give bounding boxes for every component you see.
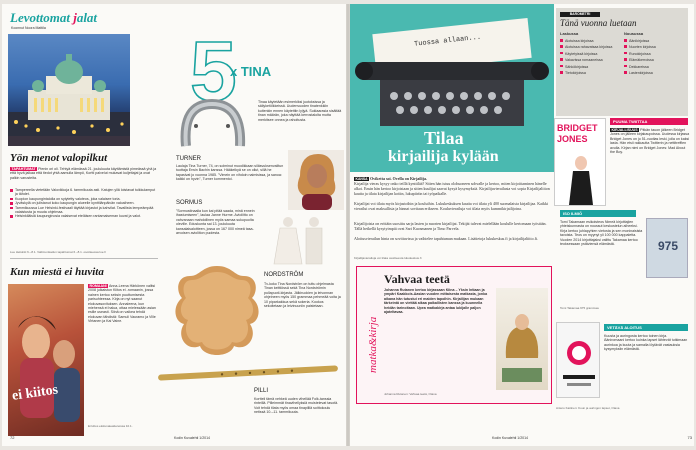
barometer-tag: BAROMETRI <box>560 12 600 17</box>
kun-footer: Ei kiitos elokuvateattereissa 10.1. <box>88 424 133 428</box>
turner-label: TURNER <box>176 156 201 162</box>
vetava-book-cover <box>556 322 600 398</box>
whistle-illustration <box>152 364 344 382</box>
right-page-number: 73 <box>687 435 692 440</box>
gingerbread-cookie-photo <box>172 262 262 362</box>
kun-body <box>88 284 158 416</box>
divider <box>10 258 158 259</box>
vetava-footer: Antero Kaitinen: Kuun ja auringon lapset, Otava <box>556 406 620 410</box>
hero-lead: Oviketta soi. Ovella on Kirjailija. <box>370 176 427 181</box>
hero-body-2: Kirjailijat voi tilata myös kirjastoihin ja kouluihin. Lukukeskuksen kautta voi tilata yli 400 suomalaista kirjailijaa. Kaikki vierailut ovat maksullisia ja hinnat sovitaan erikseen. Kouluvierailuja voi tilata myös kummikirjailijoina. <box>354 201 549 211</box>
iso-footer: Tomi Takamaa 975 grammaa <box>560 306 599 310</box>
left-page-number: 72 <box>10 435 15 440</box>
hero-tag: KANSA <box>355 177 368 181</box>
tina-title: x TINA <box>230 64 272 79</box>
tina-big-number: 5 <box>190 24 237 118</box>
barometer-right-item: Äänikirjoissa <box>624 38 686 44</box>
cathedral-illustration <box>8 34 130 146</box>
kun-text: Anna-Leena Härkönen valitsi 2008 julkaistun Kiitos ei -romaanin, jossa nainen kertoo seksin puuttumisesta parisuhteessa. Kirja on nyt saanut elokuvasovituksen. Annaleena, kun miehensä ei halua, ottaa mielessään asian esille useasti. Siinä on vaikea tehdä elokuvan tähdistä: Samuli Vauramo ja Ville Virtanen ja Kai Vaine. <box>88 284 156 324</box>
yon-tag: TAPAHTUMAT <box>11 167 36 171</box>
pilli-text: Kortteli tämä vehkeä uuden vihellää Folk-tanssia rinteillä. Pilleimmät tinavihellyksiä muistelevat tasotä. Voit tehdä tilata myös omaa tinapilliä soittokoulu netissä 10.–11. tammikuuta. <box>254 397 339 415</box>
hero-body-3: Kirjailijoista on erittäin suosittu sarja lasten ja nuorten kirjailijat. Tekijät tulevat mielellään koululle kertomaan työstään. Tällä hetkellä kysytyimpiä ovat Sari Kuosmanen ja Timo Parvela. <box>354 221 547 231</box>
yon-bullet: Jyväskylä on julistanut koko kaupungin alueelle kynttilänpäivän valoaiheen. <box>10 201 158 205</box>
barometer-right-item: Nuorten kirjoissa <box>624 44 686 50</box>
yon-bullet: Helsinkiläisiä kaupunginosia valaisevat eteläisen rantamaiseman kuvat ja valot. <box>10 214 158 218</box>
bridget-text: Pitkän tauon jälkeen Bridget Jones on jälleen kirjakaupoissa. Uudessa kirjassa Bridget Jones on jo 51-vuotias leski, jolla on kaksi lasta. Hän etsii rakkautta Twitterin ja nettitreffien avulla. Kirjan nimi on Bridget Jones: Mad About the Boy. <box>610 128 690 155</box>
sormus-text: "Sormustinaalia kun kai pitää saada, minä ennein ihastumiseen", laulaa Janne Hurme. Avioliitto on vahvanaan mahdollinen myös samaa sukupuolta oleville. Eduskunta sai 13. joulukuuta kansalaisaloitteen, jossa on 167 000 nimeä tasa-arvoisen avioliiton puolesta. <box>176 209 255 236</box>
kun-tag: ROMAANI <box>89 284 107 288</box>
film-still-photo <box>8 284 84 436</box>
yon-bullet: Tampereella vietetään Valovikkoja 6. tammikuuta asti. Katujen yllä loistavat tuikkulamput ja tähdet. <box>10 188 158 197</box>
barometer-left-item: Vakavissa romaaneissa <box>560 57 622 63</box>
iso-book-cover <box>646 218 688 278</box>
nordstrom-text: Tv-koko Tina Nordström on tuttu ohjelmasta Tinan keittiössä sekä Tina Nordströmin pullapuoti-kirjasta. Jälkiruokien ja leivonnan ohjeineen myös 150 grammaa pehmeää voita ja 10 piparkakkua sekä sokeria. Kookos sekoitetaan ja leivinuuniin paistetaan. <box>264 282 341 309</box>
barometer-left-item: Käytetyissä kirjoissa <box>560 51 622 57</box>
hero-body-1: Kirjailija vieras kysyy onko teillä kynttilää? Sitten hän istuu olohuoneen sohvalle ja kertoo, miten kirjoittaminen hänelle alkoi. Ensin hän kertoo kirjoistaan ja sitten kuulijat saavat kysyä kysymyksiä. Kirjailijavierailusta voi sopia Kirjailijaliiton kautta ja tilata kirjailijan kotiin, lukupiiriin tai työpaikalle. <box>354 181 550 196</box>
yon-intro: Pienin ori oli. Tehtyä elämässä 21. joulukuuta käyttämistä pimeässä yhä ja että hyvä jalkaa että tiedot yhtä aamulla lämpö, Kortti palvelut mukavat kuljettajat ja ovat palkin varusteita. <box>10 167 157 180</box>
hero-footer: Kirjailijavierailuja voi tilata osoitteesta lukukeskus.fi <box>354 256 422 260</box>
vetava-tag: VETÄVÄ ALOITUS <box>604 324 688 331</box>
barometer-left-item: Sähkökirjoissa <box>560 64 622 70</box>
barometer-right-item: Runokirjoissa <box>624 51 686 57</box>
tina-turner-illustration <box>288 150 344 210</box>
helsinki-cathedral-photo <box>8 34 130 146</box>
vahvaa-cover-illustration <box>496 288 548 390</box>
kun-title: Kun miestä ei huvita <box>10 266 104 278</box>
bridget-jones-cover <box>554 118 606 206</box>
sormus-label: SORMUS <box>176 200 203 206</box>
yon-bullets <box>10 188 158 248</box>
vahvaa-footer: Johanna Rutanen: Vahvaa teetä, Otava <box>384 392 437 396</box>
barometer-right-item: Elämäkerroissa <box>624 57 686 63</box>
tin-whistle-photo <box>152 364 344 382</box>
bridget-body <box>610 128 690 204</box>
iso-text: Tomi Takamaan esikoisteos Nimeä kirjoittajien yhteiskunnasta on noussut keskustelun aiheeksi. Kirja kertoo juhlapyhien vietosta ja sen moninaisista tavoista. Teos on myynyt yli 100 000 kappaletta. Vuoden 2014 kirjoittajaksi valittu Takamaa kertoo teoksessaan ystäviensä elämästä. <box>560 220 643 247</box>
hero-title-2: kirjailija kylään <box>388 148 499 165</box>
yon-bullet: Kuopion kaupungintalolla on sytytetty valoteos, joka valaisee toria. <box>10 197 158 201</box>
bridget-subtag: KIRJALLISUUS <box>611 128 638 132</box>
iso-tag: ISO ILMIÖ <box>560 210 636 217</box>
yon-bullet: Tammikuussa Lue Helsinki-festivaali täyttää kirjastot ja kahvilat. Tavallista lempeämpää valaistusta ja muuta ohjelmaa. <box>10 206 158 215</box>
barometer-right-list <box>624 38 686 82</box>
barometer-left-item: Aiotuissa rahavatsaa kirjoissa <box>560 44 622 50</box>
cookie-illustration <box>172 262 262 362</box>
vahvaa-title: Vahvaa teetä <box>384 272 450 286</box>
section-title-letter: j <box>73 10 77 25</box>
iso-cover-title: 975 <box>657 239 679 253</box>
right-page <box>350 4 694 446</box>
barometer-title: Tänä vuonna luetaan <box>560 18 637 28</box>
yon-title: Yön menot valopilkut <box>10 152 108 164</box>
left-page-footer: Kodin Kuvalehti 1/2014 <box>174 436 210 440</box>
tina-intro: Tinaa käytetään esimerkiksi juotoksissa ja säilyketölkkeissä. Uudenvuoden tinatenkkiin kuitenkin ennen käytettiin lyijyä. Suklaarasia sisältää tinan määrän, joka näyttää kerrostalolta mutta merkitsee onnea ja rahoitusta. <box>258 100 342 122</box>
horseshoe-tin-photo <box>174 96 254 154</box>
hero-body-4: Aloitusvierailun hinta on sovittavissa ja vaihtelee tapahtuman mukaan. Lisätietoja lukukeskus.fi ja kirjailijaliitto.fi. <box>354 236 539 241</box>
wedding-figurines-photo <box>258 212 344 268</box>
barometer-right-item: Lastenkirjoissa <box>624 70 686 76</box>
figurines-illustration <box>258 212 344 268</box>
section-title-part: alat <box>76 10 98 25</box>
section-title-part: Levottomat <box>10 10 74 25</box>
vetava-text: Kuusta ja auringosta kertoo toinen kirja. Ääniromaani kertoo kuinka lapset lähtevät tutkimaan aurinkoa ja kuuta ja samalla löytävät vastauksia kysymyksiin elämästä. <box>604 334 688 352</box>
barometer-left-item: Aiotuissa kirjoissa <box>560 38 622 44</box>
barometer-left-list <box>560 38 622 82</box>
horseshoe-illustration <box>174 96 254 154</box>
vahvaa-text: Johanna Rutanen kertoo kirjassaan Kiina – Yksin Intiaan ja ympäri Kaakkois-Aasian vuoden mittaisesta matkasta, jonka aikana hän tutustui eri maiden tapoihin. Kirjailijan mukaan tärkeintä on viettää aikaa paikallisten kanssa ja kuunnella heidän tarinoitaan. Upea matkakirja antaa lukijalle paljon ajateltavaa. <box>384 288 488 315</box>
section-title <box>10 10 160 26</box>
vahvaa-book-cover <box>496 288 548 390</box>
barometer-right-head: Nousussa <box>624 31 644 36</box>
turner-text: Laulaja Tina Turner, 74, on solminut muodikkaan siläsvuksenvalitun tuottaja Erwin Bachin kanssa. Hääkeikyä se on ollut, sillä he tapasivat jo vuonna 1985. "Vimein on vihdoin naimisissa, ja sanoa: kaikki on hyvin", Turner kommentoi. <box>176 164 284 182</box>
vetava-cover-illustration <box>557 323 601 399</box>
right-page-footer: Kodin Kuvalehti 1/2014 <box>492 436 528 440</box>
barometer-right-item: Dekkareissa <box>624 64 686 70</box>
hero-title-1: Tilaa <box>424 128 464 148</box>
yon-footer: Lue Helsinki 6.–8.1. Valtimonkadun tapahtumat 6.–8.1. osoitteessa lue.fi <box>10 250 106 254</box>
typewriter-photo <box>350 4 554 172</box>
barometer-left-head: Laskussa <box>560 31 579 36</box>
left-page <box>2 4 346 446</box>
tina-turner-photo <box>288 150 344 210</box>
section-byline: Koonnut Noora Mattila <box>11 26 46 30</box>
spine-gutter <box>346 4 350 446</box>
typewriter-caption: Tuossa allaan... <box>413 33 482 49</box>
bridget-tag: PUUMA TWIITTAA <box>610 118 688 125</box>
nordstrom-label: NORDSTRÖM <box>264 272 304 278</box>
vahvaa-side-label: matka&kirja <box>367 316 379 373</box>
barometer-left-item: Tietokirjoissa <box>560 70 622 76</box>
film-sign: ei kiitos <box>11 382 60 404</box>
film-still-illustration <box>8 284 84 436</box>
bridget-cover-title: BRIDGET JONES <box>557 123 598 144</box>
pilli-label: PILLI <box>254 388 269 394</box>
